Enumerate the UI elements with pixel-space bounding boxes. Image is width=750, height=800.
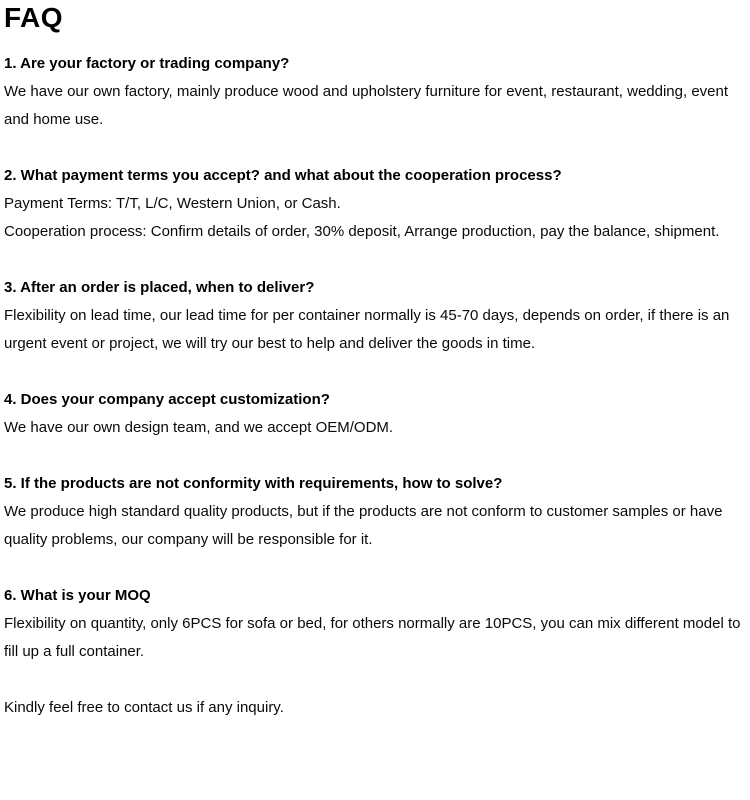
page-title: FAQ [4, 2, 64, 33]
faq-question: 3. After an order is placed, when to deliver? [4, 279, 315, 296]
faq-question: 1. Are your factory or trading company? [4, 55, 290, 72]
faq-item [4, 582, 745, 666]
faq-item [4, 162, 745, 246]
faq-answer: We have our own design team, and we accept OEM/ODM. [4, 419, 394, 436]
faq-question: 6. What is your MOQ [4, 587, 151, 604]
faq-answer: Cooperation process: Confirm details of order, 30% deposit, Arrange production, pay the balance, shipment. [4, 223, 720, 240]
faq-item [4, 50, 745, 134]
faq-question: 4. Does your company accept customization? [4, 391, 330, 408]
faq-answer: We have our own factory, mainly produce wood and upholstery furniture for event, restaurant, wedding, event and home use. [4, 83, 729, 128]
faq-answer: Flexibility on lead time, our lead time for per container normally is 45-70 days, depends on order, if there is an urgent event or project, we will try our best to help and deliver the goods in time. [4, 307, 730, 352]
faq-answer: We produce high standard quality products, but if the products are not conform to customer samples or have quality problems, our company will be responsible for it. [4, 503, 723, 548]
faq-item [4, 274, 745, 358]
faq-item [4, 386, 745, 442]
faq-question: 5. If the products are not conformity with requirements, how to solve? [4, 475, 503, 492]
faq-question: 2. What payment terms you accept? and what about the cooperation process? [4, 167, 562, 184]
faq-answer: Payment Terms: T/T, L/C, Western Union, or Cash. [4, 195, 341, 212]
faq-item [4, 470, 745, 554]
faq-answer: Flexibility on quantity, only 6PCS for sofa or bed, for others normally are 10PCS, you can mix different model to fill up a full container. [4, 615, 741, 660]
closing-note: Kindly feel free to contact us if any inquiry. [4, 699, 284, 716]
